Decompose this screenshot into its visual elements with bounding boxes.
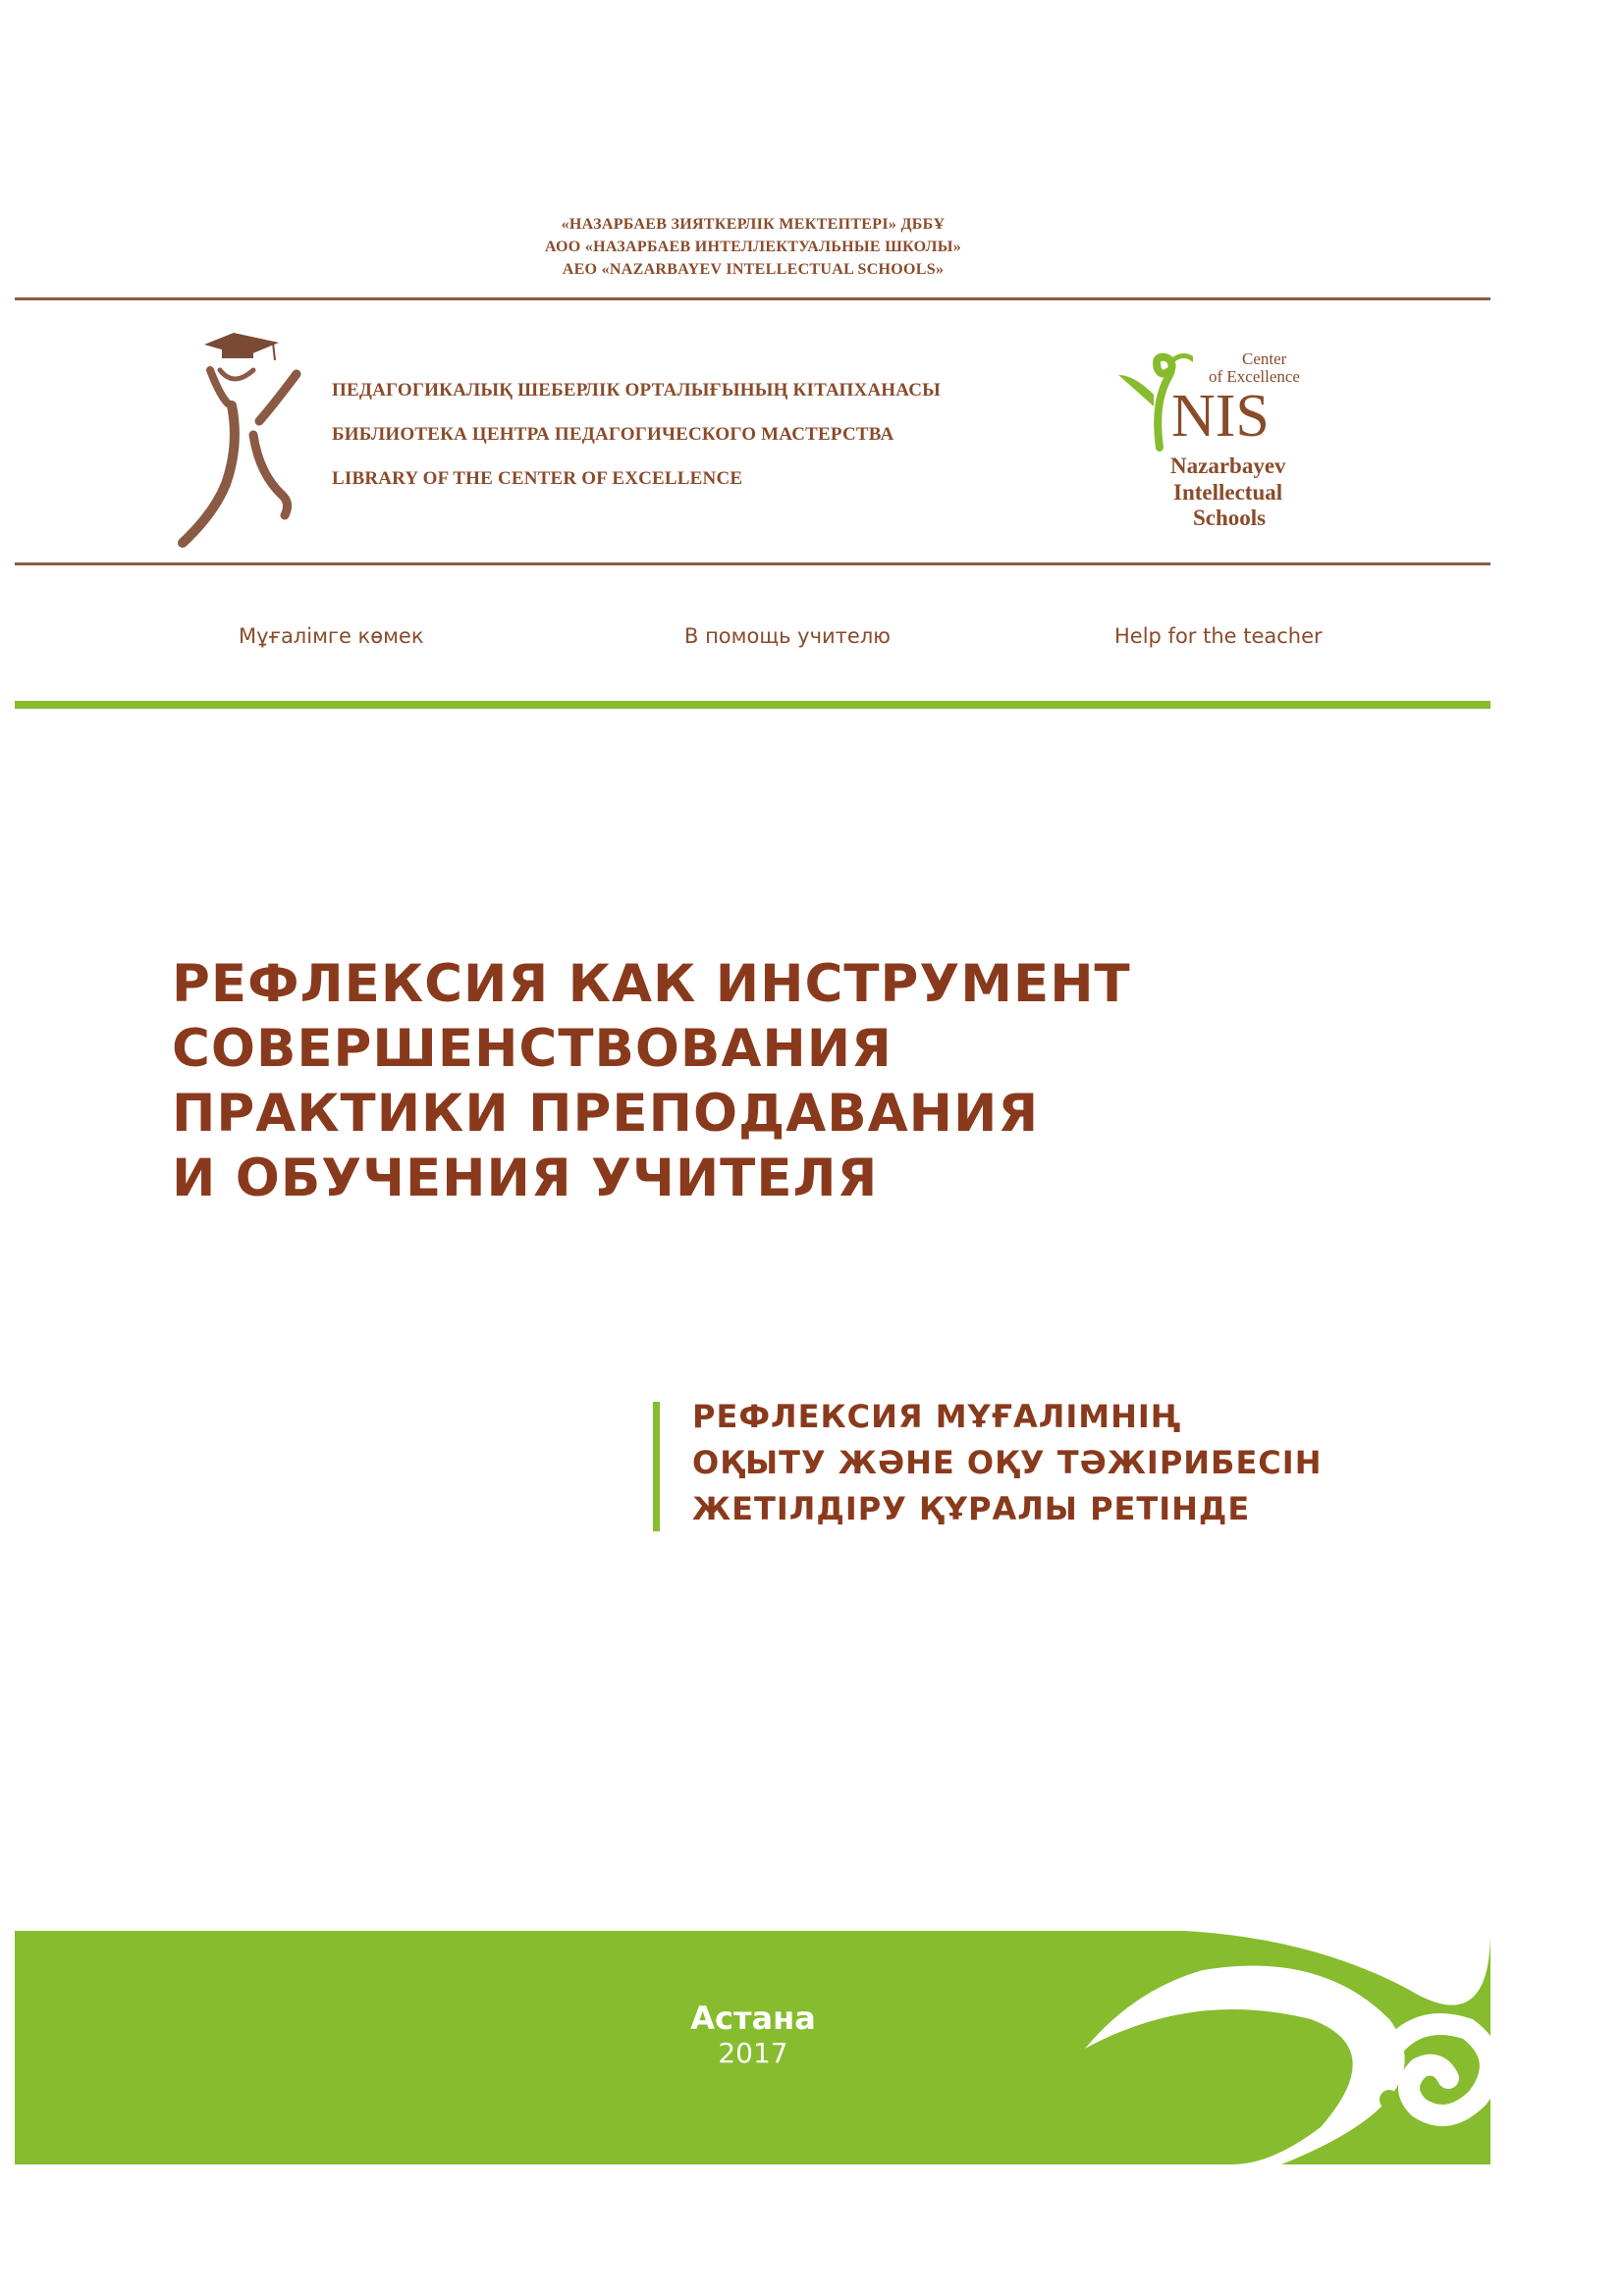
header-top-rule bbox=[15, 297, 1490, 300]
nis-name-line2: Intellectual bbox=[1173, 480, 1283, 505]
title-kz-line: ОҚЫТУ ЖӘНЕ ОҚУ ТӘЖІРИБЕСІН bbox=[692, 1444, 1323, 1481]
footer-year: 2017 bbox=[718, 2037, 788, 2069]
title-ru-line: СОВЕРШЕНСТВОВАНИЯ bbox=[172, 1019, 893, 1079]
footer-city: Астана bbox=[690, 2000, 816, 2037]
nis-logo bbox=[1114, 346, 1321, 542]
title-kz-line: РЕФЛЕКСИЯ МҰҒАЛІМНІҢ bbox=[692, 1398, 1182, 1435]
title-kz-line: ЖЕТІЛДІРУ ҚҰРАЛЫ РЕТІНДЕ bbox=[692, 1490, 1251, 1527]
title-ru-line: И ОБУЧЕНИЯ УЧИТЕЛЯ bbox=[172, 1148, 879, 1208]
series-label-en: Help for the teacher bbox=[1114, 624, 1323, 648]
nis-center-line1: Center bbox=[1242, 349, 1287, 368]
series-green-rule bbox=[15, 701, 1490, 709]
title-ru-line: РЕФЛЕКСИЯ КАК ИНСТРУМЕНТ bbox=[172, 954, 1131, 1014]
library-name-en: LIBRARY OF THE CENTER OF EXCELLENCE bbox=[332, 468, 743, 489]
library-name-kz: ПЕДАГОГИКАЛЫҚ ШЕБЕРЛІК ОРТАЛЫҒЫНЫҢ КІТАПХАНАСЫ bbox=[332, 380, 942, 400]
nis-name-line1: Nazarbayev bbox=[1170, 454, 1286, 478]
subtitle-accent-bar bbox=[653, 1402, 660, 1531]
org-name-kz: «НАЗАРБАЕВ ЗИЯТКЕРЛІК МЕКТЕПТЕРІ» ДББҰ bbox=[561, 216, 946, 233]
series-label-kz: Мұғалімге көмек bbox=[239, 624, 424, 648]
nis-abbr: NIS bbox=[1171, 383, 1270, 450]
library-name-ru: БИБЛИОТЕКА ЦЕНТРА ПЕДАГОГИЧЕСКОГО МАСТЕРСТВА bbox=[332, 424, 894, 445]
series-label-ru: В помощь учителю bbox=[684, 624, 891, 648]
org-name-ru: АОО «НАЗАРБАЕВ ИНТЕЛЛЕКТУАЛЬНЫЕ ШКОЛЫ» bbox=[544, 239, 962, 255]
org-name-en: АЕО «NAZARBAYEV INTELLECTUAL SCHOOLS» bbox=[562, 261, 945, 278]
nis-name-line3: Schools bbox=[1193, 506, 1267, 530]
footer-band bbox=[15, 1931, 1490, 2164]
nis-center-line2: of Excellence bbox=[1209, 367, 1300, 386]
header-bottom-rule bbox=[15, 562, 1490, 565]
title-ru-line: ПРАКТИКИ ПРЕПОДАВАНИЯ bbox=[172, 1084, 1040, 1144]
teacher-figure-logo-icon bbox=[175, 327, 302, 548]
